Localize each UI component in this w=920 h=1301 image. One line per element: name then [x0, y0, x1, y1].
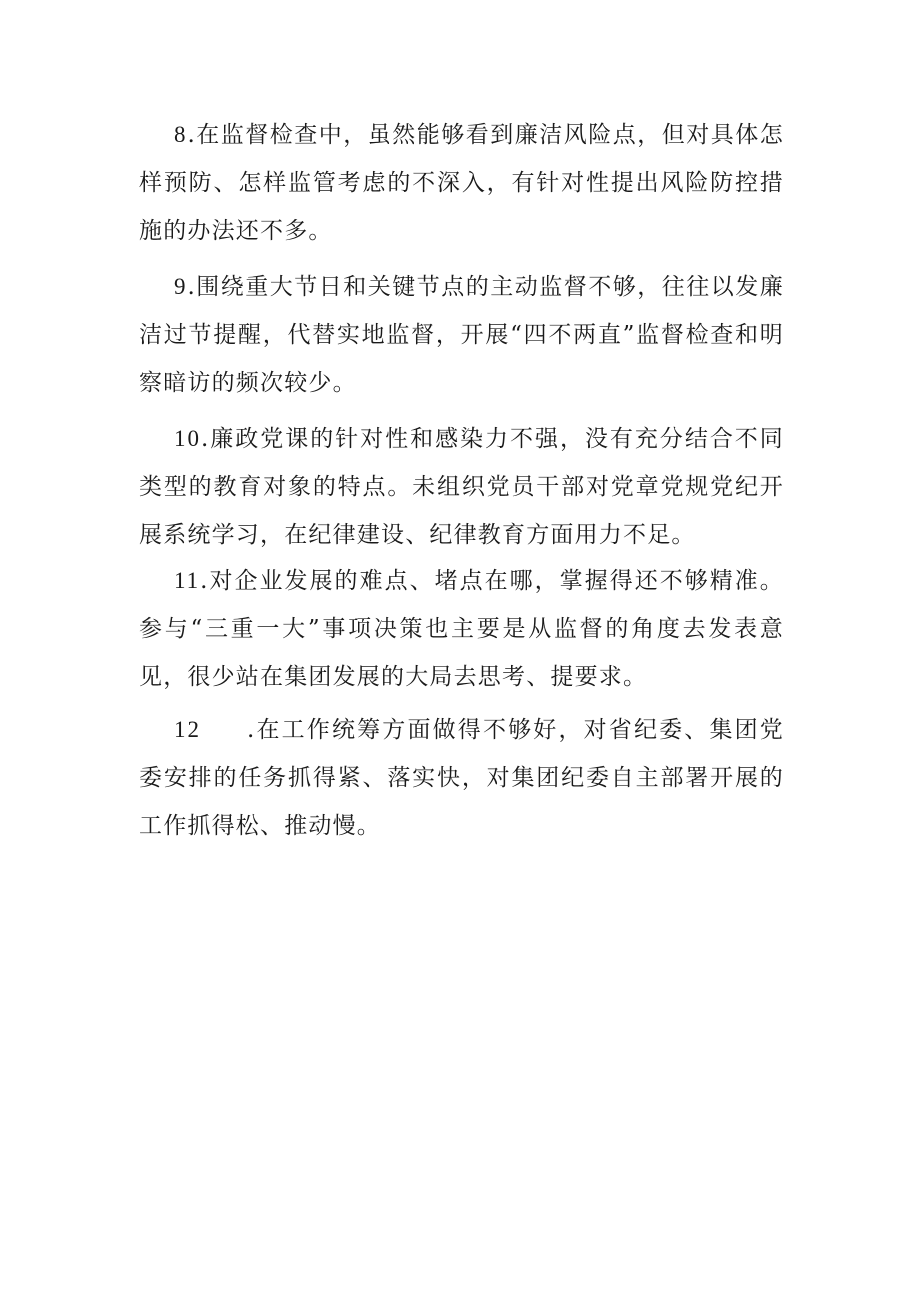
item-text: .对企业发展的难点、堵点在哪，掌握得还不够精准。参与“三重一大”事项决策也主要是从监督的角度去发表意见，很少站在集团发展的大局去思考、提要求。	[139, 568, 784, 690]
list-item-9	[139, 263, 784, 407]
list-item-12	[139, 706, 784, 850]
item-number: 10	[174, 426, 201, 451]
item-text: .廉政党课的针对性和感染力不强，没有充分结合不同类型的教育对象的特点。未组织党员干部对党章党规党纪开展系统学习，在纪律建设、纪律教育方面用力不足。	[139, 426, 784, 548]
item-number: 12	[174, 717, 201, 742]
item-text: .在工作统筹方面做得不够好，对省纪委、集团党委安排的任务抓得紧、落实快，对集团纪委自主部署开展的工作抓得松、推动慢。	[139, 717, 784, 839]
item-number: 8	[174, 122, 188, 147]
list-item-10	[139, 415, 784, 559]
list-item-8	[139, 111, 784, 255]
item-text: .在监督检查中，虽然能够看到廉洁风险点，但对具体怎样预防、怎样监管考虑的不深入，有针对性提出风险防控措施的办法还不多。	[139, 122, 784, 244]
list-item-11	[139, 557, 784, 701]
item-number: 9	[174, 274, 188, 299]
item-number: 11	[174, 568, 201, 593]
item-text: .围绕重大节日和关键节点的主动监督不够，往往以发廉洁过节提醒，代替实地监督，开展“四不两直”监督检查和明察暗访的频次较少。	[139, 274, 784, 396]
